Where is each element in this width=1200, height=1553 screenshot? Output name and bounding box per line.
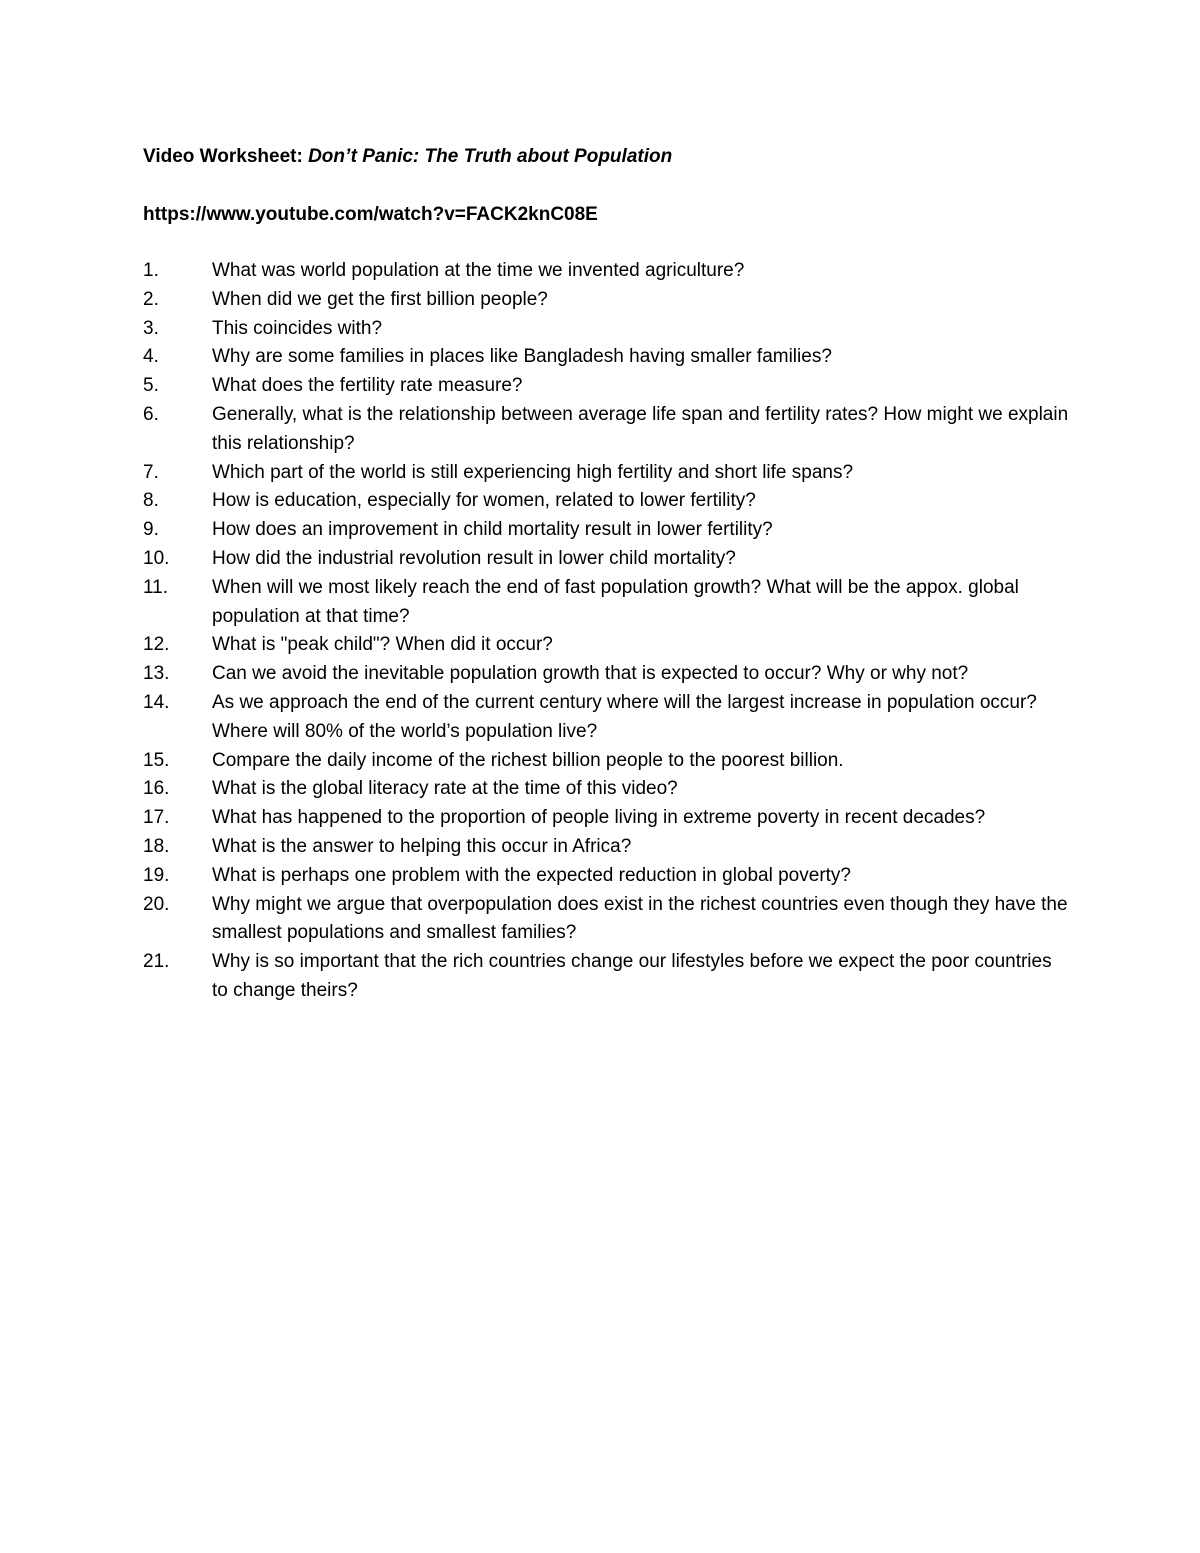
question-item <box>0 747 1200 776</box>
question-item <box>0 257 1200 286</box>
question-item <box>0 689 1200 747</box>
question-number: 20. <box>143 893 170 915</box>
question-number: 21. <box>143 951 170 973</box>
question-item <box>0 574 1200 632</box>
question-number: 10. <box>143 547 170 569</box>
question-item <box>0 343 1200 372</box>
question-number: 12. <box>143 634 170 656</box>
question-text: Generally, what is the relationship between average life span and fertility rates? How might we explain this relationship? <box>212 403 1069 454</box>
question-item <box>0 315 1200 344</box>
question-number: 14. <box>143 691 170 713</box>
question-item <box>0 631 1200 660</box>
question-text: Can we avoid the inevitable population growth that is expected to occur? Why or why not? <box>212 663 969 685</box>
worksheet-title <box>143 143 672 171</box>
question-item <box>0 891 1200 949</box>
title-prefix: Video Worksheet: <box>143 146 309 167</box>
question-item <box>0 459 1200 488</box>
question-text: Compare the daily income of the richest billion people to the poorest billion. <box>212 749 844 771</box>
question-item <box>0 862 1200 891</box>
question-text: Why is so important that the rich countries change our lifestyles before we expect the poor countries to change theirs? <box>212 951 1052 1001</box>
question-text: What is "peak child"? When did it occur? <box>212 634 553 656</box>
question-list <box>0 257 1200 1006</box>
question-number: 4. <box>143 346 159 368</box>
question-number: 5. <box>143 375 159 397</box>
question-text: How does an improvement in child mortality result in lower fertility? <box>212 519 773 541</box>
question-item <box>0 372 1200 401</box>
question-item <box>0 487 1200 516</box>
question-number: 18. <box>143 835 170 857</box>
question-text: What is perhaps one problem with the expected reduction in global poverty? <box>212 864 851 886</box>
video-url: https://www.youtube.com/watch?v=FACK2knC08E <box>143 204 598 225</box>
question-item <box>0 804 1200 833</box>
question-item <box>0 660 1200 689</box>
question-item <box>0 833 1200 862</box>
question-text: What is the global literacy rate at the time of this video? <box>212 778 678 800</box>
question-number: 17. <box>143 807 170 829</box>
question-text: As we approach the end of the current century where will the largest increase in population occur? Where will 80% of the world’s population live? <box>212 691 1037 742</box>
question-text: How is education, especially for women, related to lower fertility? <box>212 490 756 512</box>
question-text: Why are some families in places like Bangladesh having smaller families? <box>212 346 832 368</box>
question-item <box>0 286 1200 315</box>
question-text: When did we get the first billion people? <box>212 288 548 310</box>
question-item <box>0 545 1200 574</box>
question-item <box>0 401 1200 459</box>
question-text: This coincides with? <box>212 317 383 339</box>
question-item <box>0 775 1200 804</box>
question-number: 16. <box>143 778 170 800</box>
question-text: How did the industrial revolution result in lower child mortality? <box>212 547 736 569</box>
question-number: 9. <box>143 519 159 541</box>
question-number: 15. <box>143 749 170 771</box>
question-number: 8. <box>143 490 159 512</box>
question-text: What is the answer to helping this occur in Africa? <box>212 835 632 857</box>
question-number: 2. <box>143 288 159 310</box>
question-text: What has happened to the proportion of people living in extreme poverty in recent decades? <box>212 807 986 829</box>
video-title: Don’t Panic: The Truth about Population <box>308 146 673 167</box>
question-text: What does the fertility rate measure? <box>212 375 523 397</box>
question-number: 19. <box>143 864 170 886</box>
question-number: 3. <box>143 317 159 339</box>
question-text: When will we most likely reach the end of fast population growth? What will be the appox. global population at that time? <box>212 576 1019 627</box>
question-number: 6. <box>143 403 159 425</box>
question-text: What was world population at the time we invented agriculture? <box>212 260 745 281</box>
question-number: 13. <box>143 663 170 685</box>
question-item <box>0 516 1200 545</box>
question-item <box>0 948 1200 1006</box>
question-number: 11. <box>143 576 169 598</box>
question-number: 1. <box>143 260 159 281</box>
question-text: Why might we argue that overpopulation does exist in the richest countries even though they have the smallest populations and smallest families? <box>212 893 1068 944</box>
question-number: 7. <box>143 461 159 483</box>
question-text: Which part of the world is still experiencing high fertility and short life spans? <box>212 461 854 483</box>
